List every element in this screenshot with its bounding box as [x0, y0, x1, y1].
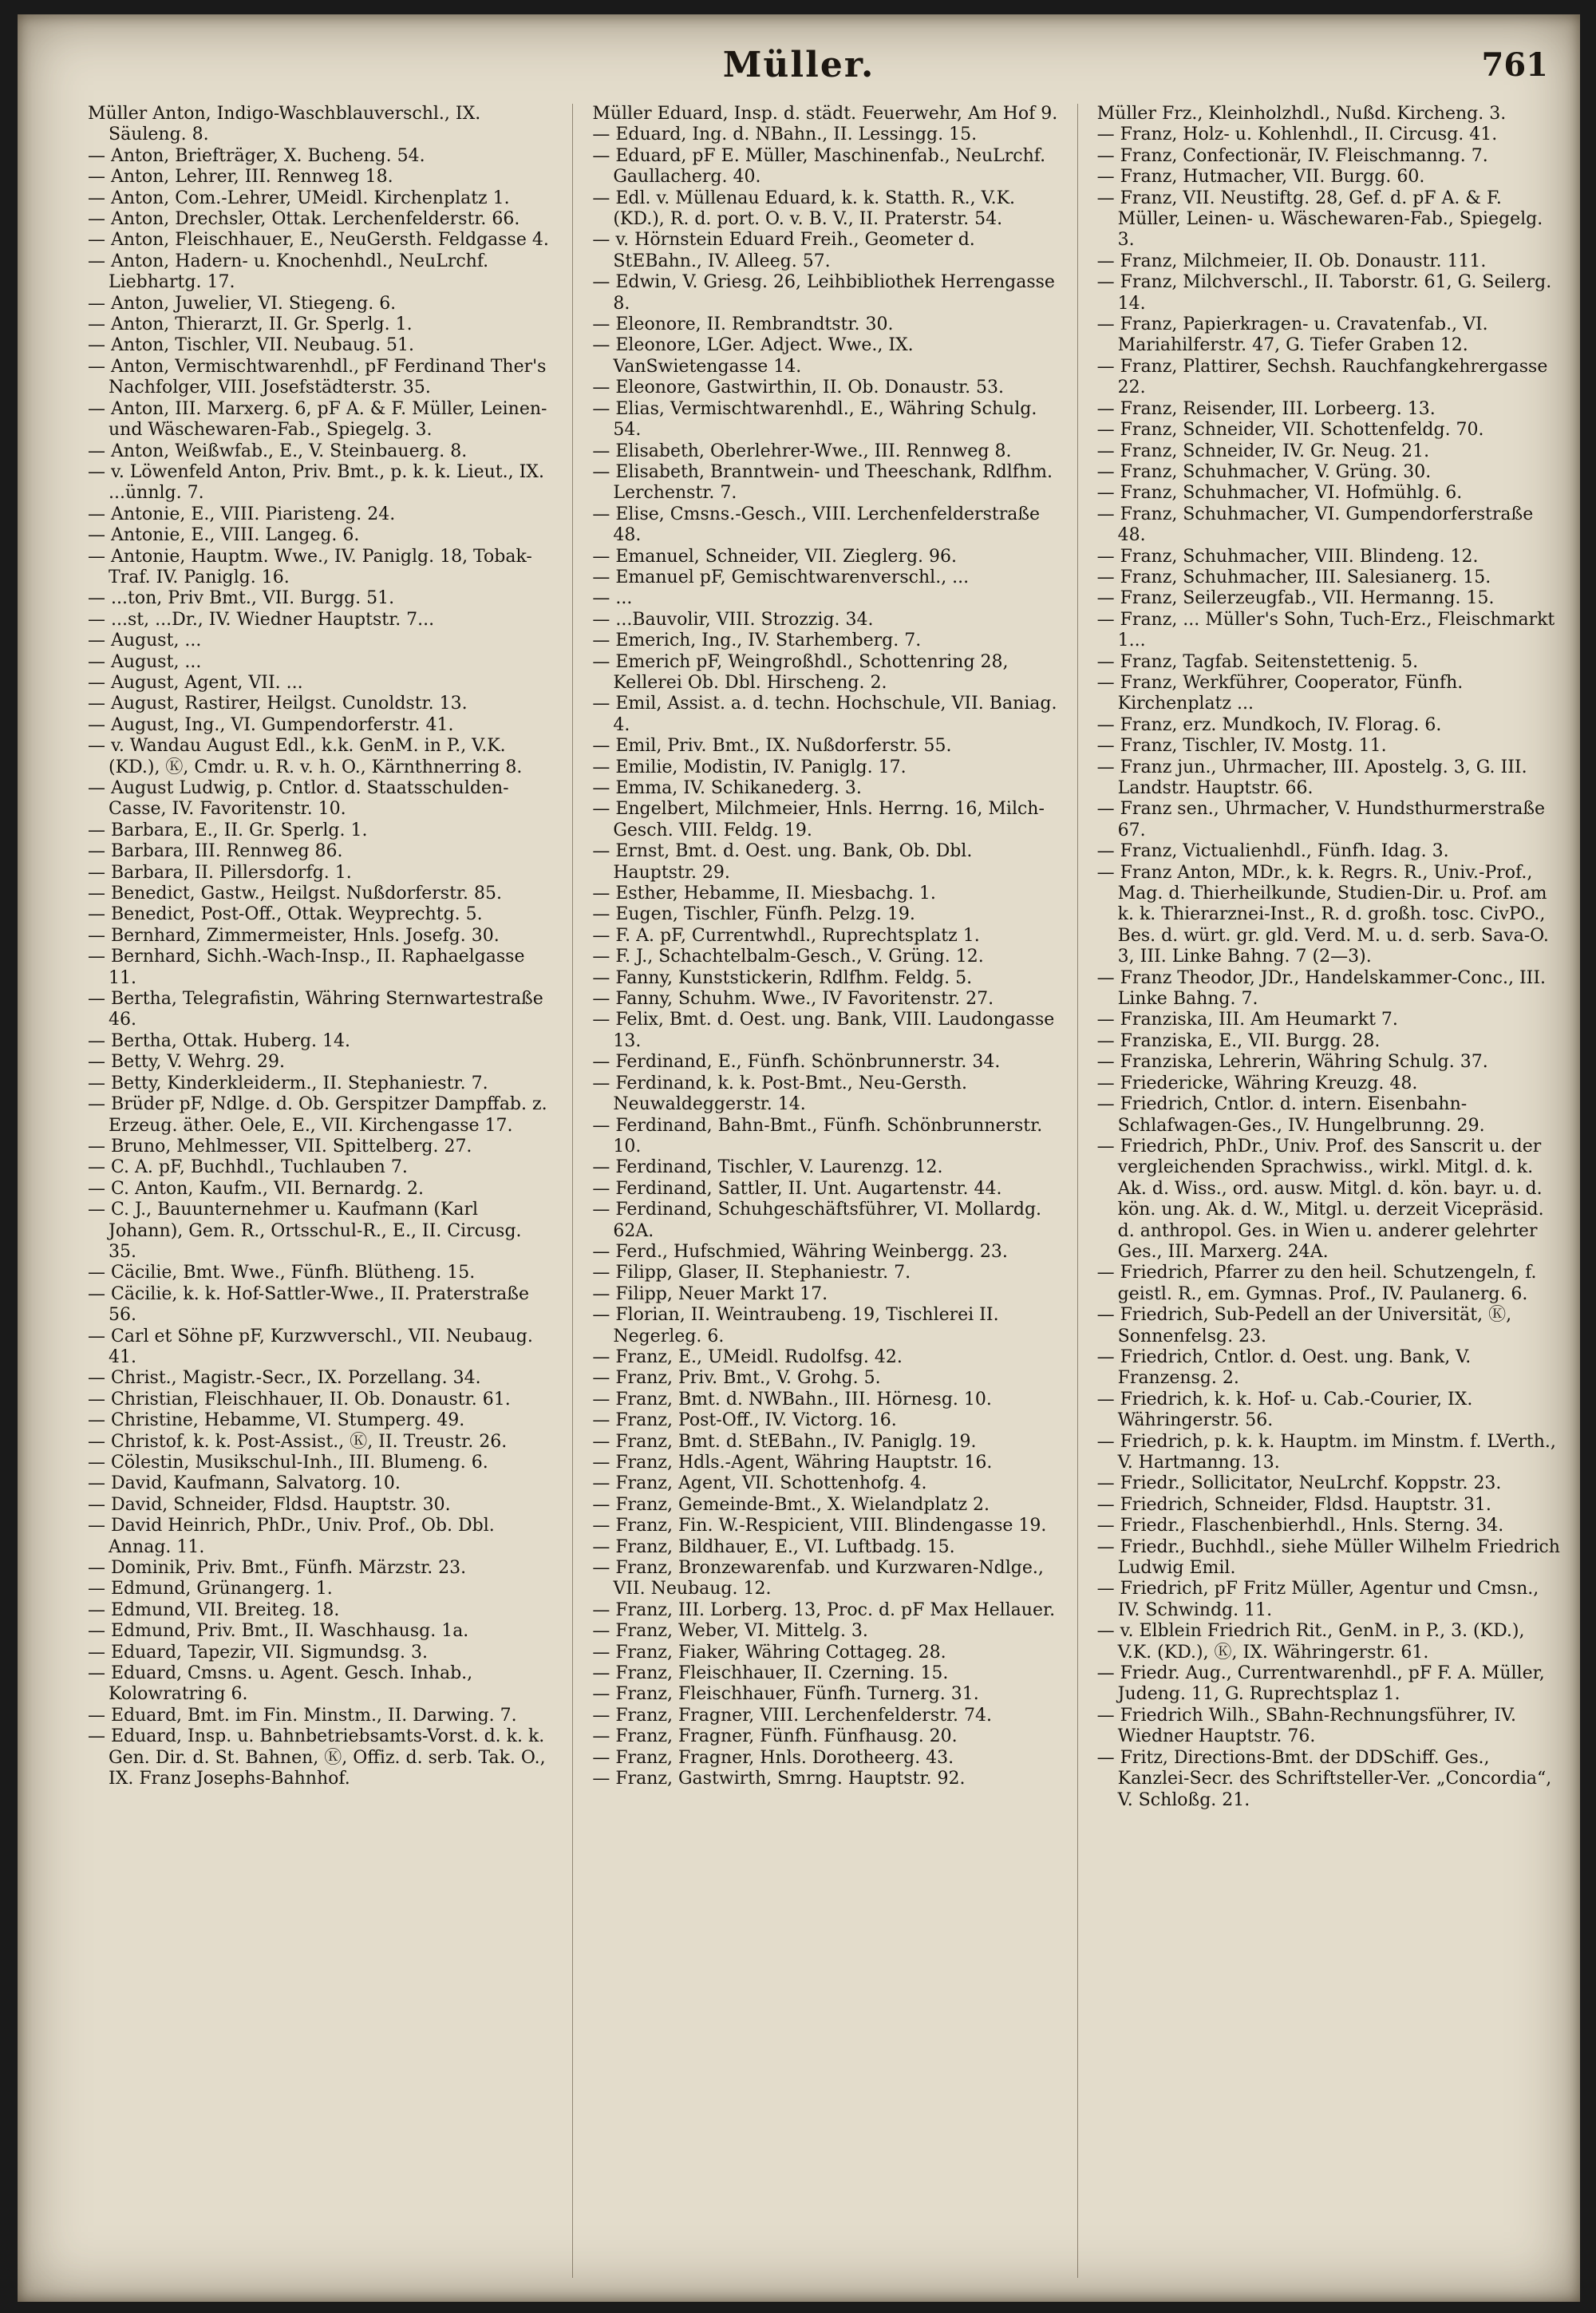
directory-entry: — Bernhard, Sichh.-Wach-Insp., II. Raphaelgasse 11. [88, 947, 553, 989]
directory-entry: — Elisabeth, Oberlehrer-Wwe., III. Rennweg 8. [592, 441, 1057, 462]
directory-entry: — C. J., Bauunternehmer u. Kaufmann (Karl Johann), Gem. R., Ortsschul-R., E., II. Circusg. 35. [88, 1200, 553, 1263]
directory-entry: — Elisabeth, Branntwein- und Theeschank, Rdlfhm. Lerchenstr. 7. [592, 462, 1057, 504]
directory-entry: — Anton, Tischler, VII. Neubaug. 51. [88, 335, 553, 356]
directory-entry: — F. A. pF, Currentwhdl., Ruprechtsplatz 1. [592, 926, 1057, 947]
directory-entry: — Franz, Bmt. d. StEBahn., IV. Paniglg. 19. [592, 1432, 1057, 1453]
directory-entry: — Esther, Hebamme, II. Miesbachg. 1. [592, 884, 1057, 904]
directory-entry: — Cölestin, Musikschul-Inh., III. Blumeng. 6. [88, 1453, 553, 1473]
directory-entry: — Betty, Kinderkleiderm., II. Stephaniestr. 7. [88, 1073, 553, 1094]
directory-entry: Müller Frz., Kleinholzhdl., Nußd. Kircheng. 3. [1096, 104, 1507, 124]
directory-entry: — Friedr., Flaschenbierhdl., Hnls. Sterng. 34. [1097, 1516, 1562, 1536]
directory-entry: — Carl et Söhne pF, Kurzwverschl., VII. Neubaug. 41. [88, 1327, 553, 1369]
directory-entry: — Anton, Com.-Lehrer, UMeidl. Kirchenplatz 1. [88, 188, 553, 209]
directory-entry: — Filipp, Glaser, II. Stephaniestr. 7. [592, 1263, 1057, 1283]
directory-entry: — Betty, V. Wehrg. 29. [88, 1052, 553, 1073]
directory-entry: — Franz, Schneider, VII. Schottenfeldg. 70. [1097, 420, 1562, 441]
directory-entry: — v. Hörnstein Eduard Freih., Geometer d. StEBahn., IV. Alleeg. 57. [592, 230, 1057, 272]
directory-entry: — Christof, k. k. Post-Assist., Ⓚ, II. Treustr. 26. [88, 1432, 553, 1453]
directory-entry: — Ferdinand, Bahn-Bmt., Fünfh. Schönbrunnerstr. 10. [592, 1116, 1057, 1158]
directory-entry: — Emerich, Ing., IV. Starhemberg. 7. [592, 631, 1057, 651]
directory-entry: — August Ludwig, p. Cntlor. d. Staatsschulden-Casse, IV. Favoritenstr. 10. [88, 778, 553, 820]
directory-entry: — Franz Anton, MDr., k. k. Regrs. R., Univ.-Prof., Mag. d. Thierheilkunde, Studien-Dir. u. Prof. am k. k. Thierarznei-Inst., R. d. großh. tosc. CivPO., Bes. d. würt. gr. gld. Verd. M. u. d. serb. Sava-O. 3, III. Linke Bahng. 7 (2—3). [1097, 863, 1562, 968]
directory-entry: — Emma, IV. Schikanederg. 3. [592, 778, 1057, 799]
directory-entry: — Edl. v. Müllenau Eduard, k. k. Statth. R., V.K. (KD.), R. d. port. O. v. B. V., II. Praterstr. 54. [592, 188, 1057, 231]
page-header [18, 14, 1580, 102]
directory-entry: — Franz, Schuhmacher, VIII. Blindeng. 12. [1097, 547, 1562, 567]
directory-entry: — David Heinrich, PhDr., Univ. Prof., Ob. Dbl. Annag. 11. [88, 1516, 553, 1558]
directory-entry: — Friedrich, Cntlor. d. intern. Eisenbahn-Schlafwagen-Ges., IV. Hungelbrunng. 29. [1097, 1094, 1562, 1137]
column-divider [1077, 104, 1078, 2278]
directory-entry: — Florian, II. Weintraubeng. 19, Tischlerei II. Negerleg. 6. [592, 1305, 1057, 1347]
directory-entry: — Franz, Papierkragen- u. Cravatenfab., VI. Mariahilferstr. 47, G. Tiefer Graben 12. [1097, 314, 1562, 357]
directory-entry: — Emanuel pF, Gemischtwarenverschl., ... [592, 567, 1057, 588]
directory-entry: — Friedrich, Sub-Pedell an der Universität, Ⓚ, Sonnenfelsg. 23. [1097, 1305, 1562, 1347]
directory-entry: — Christ., Magistr.-Secr., IX. Porzellang. 34. [88, 1368, 553, 1389]
directory-entry: — Franz, Fragner, Fünfh. Fünfhausg. 20. [592, 1726, 1057, 1747]
directory-entry: — Friedrich, p. k. k. Hauptm. im Minstm. f. LVerth., V. Hartmanng. 13. [1097, 1432, 1562, 1474]
directory-entry: — Anton, Hadern- u. Knochenhdl., NeuLrchf. Liebhartg. 17. [88, 251, 553, 294]
directory-entry: — Bernhard, Zimmermeister, Hnls. Josefg. 30. [88, 926, 553, 947]
directory-entry: — Anton, Fleischhauer, E., NeuGersth. Feldgasse 4. [88, 230, 553, 251]
directory-entry: — Antonie, Hauptm. Wwe., IV. Paniglg. 18, Tobak-Traf. IV. Paniglg. 16. [88, 547, 553, 589]
directory-entry: — Ferdinand, k. k. Post-Bmt., Neu-Gersth. Neuwaldeggerstr. 14. [592, 1073, 1057, 1116]
column-divider [572, 104, 573, 2278]
directory-entry: — Emil, Assist. a. d. techn. Hochschule, VII. Baniag. 4. [592, 694, 1057, 736]
directory-entry: — Franz, Schuhmacher, VI. Gumpendorferstraße 48. [1097, 504, 1562, 547]
directory-entry: — Franz, Priv. Bmt., V. Grohg. 5. [592, 1368, 1057, 1389]
directory-entry: — Edwin, V. Griesg. 26, Leihbibliothek Herrengasse 8. [592, 272, 1057, 314]
directory-entry: — Friedrich, Pfarrer zu den heil. Schutzengeln, f. geistl. R., em. Gymnas. Prof., IV. Paulanerg. 6. [1097, 1263, 1562, 1305]
directory-entry: — Cäcilie, k. k. Hof-Sattler-Wwe., II. Praterstraße 56. [88, 1284, 553, 1327]
directory-entry: — Fanny, Schuhm. Wwe., IV Favoritenstr. 27. [592, 989, 1057, 1010]
directory-entry: — Ferdinand, Tischler, V. Laurenzg. 12. [592, 1157, 1057, 1178]
directory-entry: — Franz, Milchverschl., II. Taborstr. 61, G. Seilerg. 14. [1097, 272, 1562, 314]
directory-entry: — Franz, Plattirer, Sechsh. Rauchfangkehrergasse 22. [1097, 357, 1562, 399]
directory-entry: — Elias, Vermischtwarenhdl., E., Währing Schulg. 54. [592, 399, 1057, 441]
directory-entry: — Franz, Seilerzeugfab., VII. Hermanng. 15. [1097, 588, 1562, 609]
directory-entry: — ...ton, Priv Bmt., VII. Burgg. 51. [88, 588, 553, 609]
directory-entry: — Franz, Agent, VII. Schottenhofg. 4. [592, 1473, 1057, 1494]
directory-entry: — Bertha, Ottak. Huberg. 14. [88, 1031, 553, 1052]
directory-entry: — David, Schneider, Fldsd. Hauptstr. 30. [88, 1495, 553, 1516]
directory-entry: — Franz, Confectionär, IV. Fleischmanng. 7. [1097, 146, 1562, 167]
directory-entry: — Anton, Briefträger, X. Bucheng. 54. [88, 146, 553, 167]
directory-entry: — ... [592, 588, 1057, 609]
directory-entry: — Eleonore, LGer. Adject. Wwe., IX. VanSwietengasse 14. [592, 335, 1057, 378]
directory-entry: — August, ... [88, 631, 553, 651]
directory-entry: — Eduard, Cmsns. u. Agent. Gesch. Inhab., Kolowratring 6. [88, 1663, 553, 1706]
directory-entry: — Eduard, Ing. d. NBahn., II. Lessingg. 15. [592, 125, 1057, 145]
directory-entry: — Franz, III. Lorberg. 13, Proc. d. pF Max Hellauer. [592, 1600, 1057, 1621]
directory-entry: — Franz, Schuhmacher, V. Grüng. 30. [1097, 462, 1562, 483]
directory-entry: — Friedr., Buchhdl., siehe Müller Wilhelm Friedrich Ludwig Emil. [1097, 1537, 1562, 1580]
directory-entry: — Eleonore, II. Rembrandtstr. 30. [592, 314, 1057, 335]
directory-entry: — Eduard, Insp. u. Bahnbetriebsamts-Vorst. d. k. k. Gen. Dir. d. St. Bahnen, Ⓚ, Offiz. d. serb. Tak. O., IX. Franz Josephs-Bahnhof. [88, 1726, 553, 1789]
directory-entry: — Franz Theodor, JDr., Handelskammer-Conc., III. Linke Bahng. 7. [1097, 968, 1562, 1010]
directory-entry: — Franz, Gemeinde-Bmt., X. Wielandplatz 2. [592, 1495, 1057, 1516]
directory-entry: — Franz, Schuhmacher, VI. Hofmühlg. 6. [1097, 483, 1562, 504]
directory-entry: — Franz, Fleischhauer, Fünfh. Turnerg. 31. [592, 1684, 1057, 1705]
directory-entry: — Anton, III. Marxerg. 6, pF A. & F. Müller, Leinen- und Wäschewaren-Fab., Spiegelg. 3. [88, 399, 553, 441]
directory-entry: — Friedericke, Währing Kreuzg. 48. [1097, 1073, 1562, 1094]
directory-entry: — Friedrich, pF Fritz Müller, Agentur und Cmsn., IV. Schwindg. 11. [1097, 1579, 1562, 1621]
directory-entry: — Franz, Weber, VI. Mittelg. 3. [592, 1621, 1057, 1642]
directory-entry: — Franz, ... Müller's Sohn, Tuch-Erz., Fleischmarkt 1... [1097, 610, 1562, 652]
directory-entry: — Dominik, Priv. Bmt., Fünfh. Märzstr. 23. [88, 1558, 553, 1579]
directory-entry: — Franziska, E., VII. Burgg. 28. [1097, 1031, 1562, 1052]
directory-entry: — Ferd., Hufschmied, Währing Weinbergg. 23. [592, 1242, 1057, 1263]
directory-entry: — Franz, Fragner, VIII. Lerchenfelderstr. 74. [592, 1706, 1057, 1726]
directory-entry: — Friedrich, PhDr., Univ. Prof. des Sanscrit u. der vergleichenden Sprachwiss., wirkl. Mitgl. d. k. Ak. d. Wiss., ord. ausw. Mitgl. d. kön. bayr. u. d. kön. ung. Ak. d. W., Mitgl. u. derzeit Vicepräsid. d. anthropol. Ges. in Wien u. anderer gelehrter Ges., III. Marxerg. 24A. [1097, 1137, 1562, 1263]
directory-entry: — Anton, Thierarzt, II. Gr. Sperlg. 1. [88, 314, 553, 335]
directory-entry: — Ernst, Bmt. d. Oest. ung. Bank, Ob. Dbl. Hauptstr. 29. [592, 841, 1057, 884]
directory-column-2 [592, 104, 1057, 2278]
directory-entry: — ...st, ...Dr., IV. Wiedner Hauptstr. 7... [88, 610, 553, 631]
directory-entry: — Franz, Fleischhauer, II. Czerning. 15. [592, 1663, 1057, 1684]
directory-entry: — Franz, Bronzewarenfab. und Kurzwaren-Ndlge., VII. Neubaug. 12. [592, 1558, 1057, 1600]
directory-entry: — Friedrich, Schneider, Fldsd. Hauptstr. 31. [1097, 1495, 1562, 1516]
directory-entry: — Felix, Bmt. d. Oest. ung. Bank, VIII. Laudongasse 13. [592, 1010, 1057, 1052]
directory-entry: — Franz, Fin. W.-Respicient, VIII. Blindengasse 19. [592, 1516, 1057, 1536]
directory-entry: — Antonie, E., VIII. Piaristeng. 24. [88, 504, 553, 525]
directory-entry: — Franz, Schneider, IV. Gr. Neug. 21. [1097, 441, 1562, 462]
directory-entry: — Benedict, Gastw., Heilgst. Nußdorferstr. 85. [88, 884, 553, 904]
directory-entry: — Edmund, VII. Breiteg. 18. [88, 1600, 553, 1621]
directory-entry: — August, Ing., VI. Gumpendorferstr. 41. [88, 715, 553, 736]
directory-entry: — Franz, Hutmacher, VII. Burgg. 60. [1097, 167, 1562, 188]
directory-columns [88, 104, 1562, 2278]
directory-entry: — Edmund, Priv. Bmt., II. Waschhausg. 1a. [88, 1621, 553, 1642]
directory-entry: — Franz, Fiaker, Währing Cottageg. 28. [592, 1643, 1057, 1663]
directory-entry: — Brüder pF, Ndlge. d. Ob. Gerspitzer Dampffab. z. Erzeug. äther. Oele, E., VII. Kirchengasse 17. [88, 1094, 553, 1137]
directory-entry: — Franziska, III. Am Heumarkt 7. [1097, 1010, 1562, 1030]
directory-entry: — Franz, Reisender, III. Lorbeerg. 13. [1097, 399, 1562, 420]
directory-entry: — Anton, Lehrer, III. Rennweg 18. [88, 167, 553, 188]
directory-column-1 [88, 104, 553, 2278]
directory-entry: — Franz, Gastwirth, Smrng. Hauptstr. 92. [592, 1769, 1057, 1789]
directory-entry: — Barbara, III. Rennweg 86. [88, 841, 553, 862]
directory-entry: — Antonie, E., VIII. Langeg. 6. [88, 525, 553, 546]
directory-entry: — Edmund, Grünangerg. 1. [88, 1579, 553, 1599]
directory-entry: — Eduard, Tapezir, VII. Sigmundsg. 3. [88, 1643, 553, 1663]
directory-entry: — F. J., Schachtelbalm-Gesch., V. Grüng. 12. [592, 947, 1057, 967]
directory-entry: — Eduard, pF E. Müller, Maschinenfab., NeuLrchf. Gaullacherg. 40. [592, 146, 1057, 188]
directory-entry: — Friedr., Sollicitator, NeuLrchf. Koppstr. 23. [1097, 1473, 1562, 1494]
directory-entry: Müller Eduard, Insp. d. städt. Feuerwehr, Am Hof 9. [592, 104, 1058, 124]
directory-entry: — Eleonore, Gastwirthin, II. Ob. Donaustr. 53. [592, 378, 1057, 398]
directory-entry: — C. A. pF, Buchhdl., Tuchlauben 7. [88, 1157, 553, 1178]
directory-entry: — Emil, Priv. Bmt., IX. Nußdorferstr. 55. [592, 736, 1057, 757]
directory-entry: — Franz, Bildhauer, E., VI. Luftbadg. 15. [592, 1537, 1057, 1558]
directory-entry: — Franz jun., Uhrmacher, III. Apostelg. 3, G. III. Landstr. Hauptstr. 66. [1097, 757, 1562, 800]
directory-entry: — Franz, Werkführer, Cooperator, Fünfh. Kirchenplatz ... [1097, 673, 1562, 715]
directory-entry: — David, Kaufmann, Salvatorg. 10. [88, 1473, 553, 1494]
directory-entry: — Franz, erz. Mundkoch, IV. Florag. 6. [1097, 715, 1562, 736]
directory-entry: — Friedrich Wilh., SBahn-Rechnungsführer, IV. Wiedner Hauptstr. 76. [1097, 1706, 1562, 1748]
directory-entry: — Fanny, Kunststickerin, Rdlfhm. Feldg. 5. [592, 968, 1057, 989]
directory-entry: — Emanuel, Schneider, VII. Zieglerg. 96. [592, 547, 1057, 567]
directory-entry: — August, Agent, VII. ... [88, 673, 553, 694]
directory-entry: — Friedrich, k. k. Hof- u. Cab.-Courier, IX. Währingerstr. 56. [1097, 1390, 1562, 1432]
directory-entry: — Christian, Fleischhauer, II. Ob. Donaustr. 61. [88, 1390, 553, 1410]
directory-entry: — Franz, Schuhmacher, III. Salesianerg. 15. [1097, 567, 1562, 588]
directory-entry: — Christine, Hebamme, VI. Stumperg. 49. [88, 1410, 553, 1431]
directory-entry: — Cäcilie, Bmt. Wwe., Fünfh. Blütheng. 15. [88, 1263, 553, 1283]
directory-entry: — Engelbert, Milchmeier, Hnls. Herrng. 16, Milch-Gesch. VIII. Feldg. 19. [592, 799, 1057, 841]
directory-entry: — Friedrich, Cntlor. d. Oest. ung. Bank, V. Franzensg. 2. [1097, 1347, 1562, 1390]
directory-entry: — August, Rastirer, Heilgst. Cunoldstr. 13. [88, 694, 553, 714]
directory-entry: — Filipp, Neuer Markt 17. [592, 1284, 1057, 1305]
directory-entry: — Ferdinand, Schuhgeschäftsführer, VI. Mollardg. 62A. [592, 1200, 1057, 1242]
page-number: 761 [1481, 46, 1548, 84]
directory-entry: — Barbara, II. Pillersdorfg. 1. [88, 863, 553, 884]
directory-entry: — Franz sen., Uhrmacher, V. Hundsthurmerstraße 67. [1097, 799, 1562, 841]
directory-entry: — v. Wandau August Edl., k.k. GenM. in P., V.K. (KD.), Ⓚ, Cmdr. u. R. v. h. O., Kärnthnerring 8. [88, 736, 553, 778]
directory-entry: — v. Elblein Friedrich Rit., GenM. in P., 3. (KD.), V.K. (KD.), Ⓚ, IX. Währingerstr. 61. [1097, 1621, 1562, 1663]
directory-entry: — Anton, Juwelier, VI. Stiegeng. 6. [88, 294, 553, 314]
directory-entry: — C. Anton, Kaufm., VII. Bernardg. 2. [88, 1179, 553, 1200]
directory-entry: — Emerich pF, Weingroßhdl., Schottenring 28, Kellerei Ob. Dbl. Hirscheng. 2. [592, 652, 1057, 694]
directory-column-3 [1097, 104, 1562, 2278]
directory-entry: — Emilie, Modistin, IV. Paniglg. 17. [592, 757, 1057, 778]
directory-entry: — Anton, Vermischtwarenhdl., pF Ferdinand Ther's Nachfolger, VIII. Josefstädterstr. 35. [88, 357, 553, 399]
directory-entry: — Franz, VII. Neustiftg. 28, Gef. d. pF A. & F. Müller, Leinen- u. Wäschewaren-Fab., Spiegelg. 3. [1097, 188, 1562, 251]
directory-entry: — Ferdinand, Sattler, II. Unt. Augartenstr. 44. [592, 1179, 1057, 1200]
directory-entry: — Anton, Drechsler, Ottak. Lerchenfelderstr. 66. [88, 209, 553, 230]
directory-entry: — Franz, Tischler, IV. Mostg. 11. [1097, 736, 1562, 757]
directory-entry: — v. Löwenfeld Anton, Priv. Bmt., p. k. k. Lieut., IX. ...ünnlg. 7. [88, 462, 553, 504]
directory-entry: — Anton, Weißwfab., E., V. Steinbauerg. 8. [88, 441, 553, 462]
directory-entry: — Bertha, Telegrafistin, Währing Sternwartestraße 46. [88, 989, 553, 1031]
directory-entry: — Benedict, Post-Off., Ottak. Weyprechtg. 5. [88, 904, 553, 925]
directory-entry: — Eduard, Bmt. im Fin. Minstm., II. Darwing. 7. [88, 1706, 553, 1726]
directory-entry: — Franz, Victualienhdl., Fünfh. Idag. 3. [1097, 841, 1562, 862]
directory-entry: — Franz, Hdls.-Agent, Währing Hauptstr. 16. [592, 1453, 1057, 1473]
directory-entry: Müller Anton, Indigo-Waschblauverschl., IX. Säuleng. 8. [88, 104, 481, 145]
directory-entry: — Franziska, Lehrerin, Währing Schulg. 37. [1097, 1052, 1562, 1073]
directory-entry: — Franz, Holz- u. Kohlenhdl., II. Circusg. 41. [1097, 125, 1562, 145]
directory-entry: — Elise, Cmsns.-Gesch., VIII. Lerchenfelderstraße 48. [592, 504, 1057, 547]
directory-entry: — Franz, Bmt. d. NWBahn., III. Hörnesg. 10. [592, 1390, 1057, 1410]
directory-entry: — Friedr. Aug., Currentwarenhdl., pF F. A. Müller, Judeng. 11, G. Ruprechtsplaz 1. [1097, 1663, 1562, 1706]
directory-entry: — Fritz, Directions-Bmt. der DDSchiff. Ges., Kanzlei-Secr. des Schriftsteller-Ver. „Concordia“, V. Schloßg. 21. [1097, 1748, 1562, 1811]
directory-entry: — Eugen, Tischler, Fünfh. Pelzg. 19. [592, 904, 1057, 925]
directory-entry: — Bruno, Mehlmesser, VII. Spittelberg. 27. [88, 1137, 553, 1157]
directory-entry: — Ferdinand, E., Fünfh. Schönbrunnerstr. 34. [592, 1052, 1057, 1073]
running-head: Müller. [722, 45, 875, 85]
directory-entry: — ...Bauvolir, VIII. Strozzig. 34. [592, 610, 1057, 631]
directory-page [18, 14, 1580, 2302]
directory-entry: — Barbara, E., II. Gr. Sperlg. 1. [88, 820, 553, 841]
directory-entry: — Franz, E., UMeidl. Rudolfsg. 42. [592, 1347, 1057, 1368]
directory-entry: — August, ... [88, 652, 553, 673]
directory-entry: — Franz, Fragner, Hnls. Dorotheerg. 43. [592, 1748, 1057, 1769]
directory-entry: — Franz, Post-Off., IV. Victorg. 16. [592, 1410, 1057, 1431]
directory-entry: — Franz, Tagfab. Seitenstettenig. 5. [1097, 652, 1562, 673]
directory-entry: — Franz, Milchmeier, II. Ob. Donaustr. 111. [1097, 251, 1562, 272]
